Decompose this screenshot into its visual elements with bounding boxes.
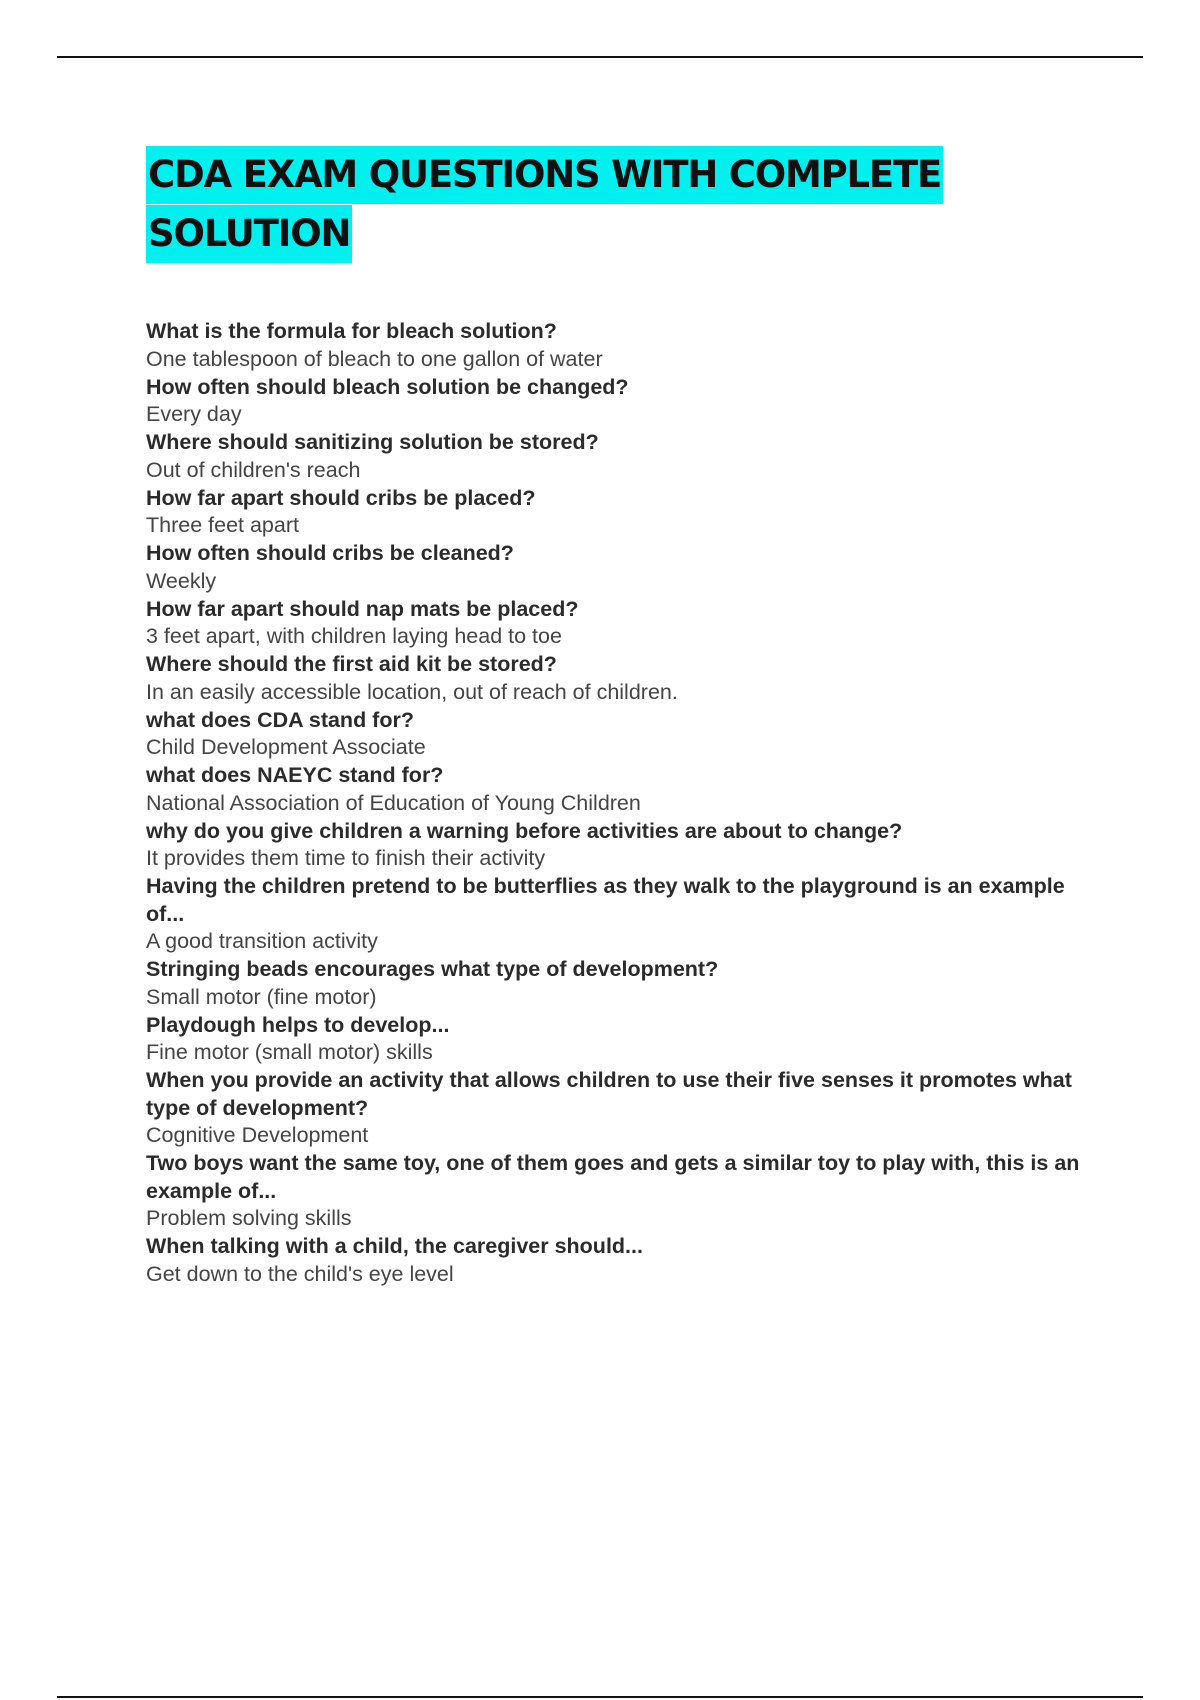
question-text: Where should the first aid kit be stored? bbox=[146, 652, 557, 676]
answer-text: It provides them time to finish their activity bbox=[146, 846, 546, 870]
qa-item bbox=[146, 762, 1106, 817]
answer-text: Out of children's reach bbox=[146, 457, 361, 482]
qa-item bbox=[146, 651, 1106, 706]
question-text: Where should sanitizing solution be stored? bbox=[146, 430, 599, 454]
qa-item bbox=[146, 318, 1106, 373]
qa-item bbox=[146, 707, 1106, 762]
question-text: How far apart should nap mats be placed? bbox=[146, 596, 579, 621]
qa-item bbox=[146, 1150, 1106, 1233]
qa-item bbox=[146, 596, 1106, 651]
question-text: How often should bleach solution be changed? bbox=[146, 374, 629, 399]
question-text: what does CDA stand for? bbox=[146, 707, 414, 732]
answer-text: Weekly bbox=[146, 568, 217, 593]
question-text: why do you give children a warning before activities are about to change? bbox=[146, 818, 903, 843]
question-text: Playdough helps to develop... bbox=[146, 1012, 450, 1037]
answer-text: A good transition activity bbox=[146, 929, 378, 953]
answer-text: Cognitive Development bbox=[146, 1123, 369, 1147]
answer-text: In an easily accessible location, out of reach of children. bbox=[146, 679, 678, 704]
answer-text: Child Development Associate bbox=[146, 735, 426, 759]
qa-item bbox=[146, 540, 1106, 595]
qa-item bbox=[146, 1012, 1106, 1067]
qa-item bbox=[146, 873, 1106, 956]
answer-text: National Association of Education of Young Children bbox=[146, 790, 641, 815]
answer-text: Get down to the child's eye level bbox=[146, 1261, 454, 1286]
answer-text: Three feet apart bbox=[146, 513, 299, 537]
qa-item bbox=[146, 956, 1106, 1011]
qa-item bbox=[146, 818, 1106, 873]
qa-item bbox=[146, 429, 1106, 484]
answer-text: 3 feet apart, with children laying head to toe bbox=[146, 624, 562, 648]
qa-item bbox=[146, 1233, 1106, 1288]
footer-rule bbox=[57, 1696, 1143, 1698]
question-text: How far apart should cribs be placed? bbox=[146, 485, 536, 510]
qa-item bbox=[146, 1067, 1106, 1150]
question-text: what does NAEYC stand for? bbox=[146, 763, 444, 787]
qa-list bbox=[146, 318, 1106, 1289]
qa-item bbox=[146, 374, 1106, 429]
question-text: How often should cribs be cleaned? bbox=[146, 541, 514, 565]
question-text: When talking with a child, the caregiver should... bbox=[146, 1234, 643, 1258]
header-rule bbox=[57, 56, 1143, 58]
question-text: What is the formula for bleach solution? bbox=[146, 319, 557, 343]
document-title bbox=[146, 146, 1046, 264]
question-text: Stringing beads encourages what type of development? bbox=[146, 957, 719, 981]
answer-text: Problem solving skills bbox=[146, 1206, 352, 1230]
question-text: Two boys want the same toy, one of them goes and gets a similar toy to play with, this is an example of... bbox=[146, 1151, 1080, 1203]
question-text: Having the children pretend to be butterflies as they walk to the playground is an example of... bbox=[146, 874, 1065, 926]
title-line-1: CDA EXAM QUESTIONS WITH COMPLETE bbox=[146, 146, 943, 204]
answer-text: One tablespoon of bleach to one gallon of water bbox=[146, 346, 603, 371]
answer-text: Small motor (fine motor) bbox=[146, 984, 377, 1009]
qa-item bbox=[146, 485, 1106, 540]
answer-text: Fine motor (small motor) skills bbox=[146, 1040, 433, 1064]
question-text: When you provide an activity that allows children to use their five senses it promotes what type of development? bbox=[146, 1068, 1072, 1120]
title-line-2: SOLUTION bbox=[146, 205, 352, 263]
answer-text: Every day bbox=[146, 402, 242, 426]
